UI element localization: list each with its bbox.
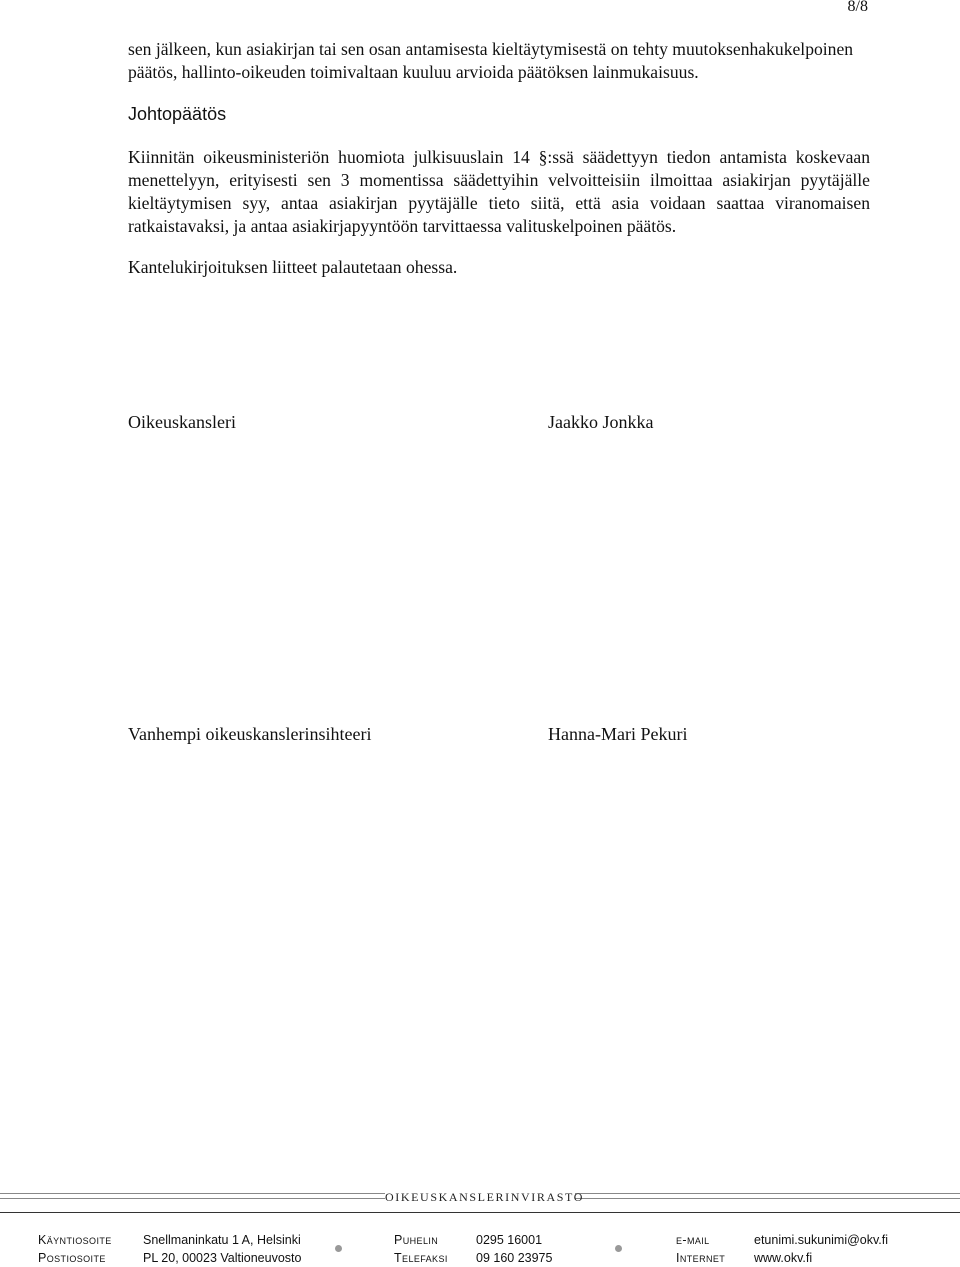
page-number: 8/8 <box>847 0 868 15</box>
agency-logo-text: OIKEUSKANSLERINVIRASTO <box>385 1190 584 1204</box>
postal-address-label: Postiosoite <box>38 1251 106 1265</box>
email-value: etunimi.sukunimi@okv.fi <box>754 1233 889 1247</box>
section-heading: Johtopäätös <box>128 104 227 124</box>
conclusion-paragraph: Kiinnitän oikeusministeriön huomiota julkisuuslain 14 §:ssä säädettyyn tiedon antamista koskevaan menettelyyn, erityisesti sen 3 momentissa säädettyihin velvoitteisiin ilmoittaa asiakirjan pyytäjälle kieltäytymisen syy, antaa asiakirjan pyytäjälle tieto siitä, että asia voidaan saattaa viranomaisen ratkaistavaksi, ja antaa asiakirjapyyntöön tarvittaessa valituskelpoinen päätös. <box>128 147 870 236</box>
signer-title: Oikeuskansleri <box>128 412 236 432</box>
web-label: Internet <box>676 1251 726 1265</box>
intro-paragraph: sen jälkeen, kun asiakirjan tai sen osan antamisesta kieltäytymisestä on tehty muutoksenhakukelpoinen päätös, hallinto-oikeuden toimivaltaan kuuluu arvioida päätöksen lainmukaisuus. <box>128 39 854 82</box>
phone-value: 0295 16001 <box>476 1233 543 1247</box>
signer-title: Vanhempi oikeuskanslerinsihteeri <box>128 724 372 744</box>
visit-address-value: Snellmaninkatu 1 A, Helsinki <box>143 1233 301 1247</box>
signer-name: Jaakko Jonkka <box>548 412 654 432</box>
agency-logo <box>385 1185 584 1209</box>
signer-name: Hanna-Mari Pekuri <box>548 724 688 744</box>
footer-divider <box>0 1212 960 1213</box>
bullet-dot-icon <box>615 1245 622 1252</box>
fax-value: 09 160 23975 <box>476 1251 553 1265</box>
fax-label: Telefaksi <box>394 1251 448 1265</box>
attachments-paragraph: Kantelukirjoituksen liitteet palautetaan ohessa. <box>128 257 458 277</box>
bullet-dot-icon <box>335 1245 342 1252</box>
phone-label: Puhelin <box>394 1233 439 1247</box>
email-label: e-mail <box>676 1233 710 1247</box>
visit-address-label: Käyntiosoite <box>38 1233 112 1247</box>
web-value: www.okv.fi <box>754 1251 813 1265</box>
postal-address-value: PL 20, 00023 Valtioneuvosto <box>143 1251 302 1265</box>
